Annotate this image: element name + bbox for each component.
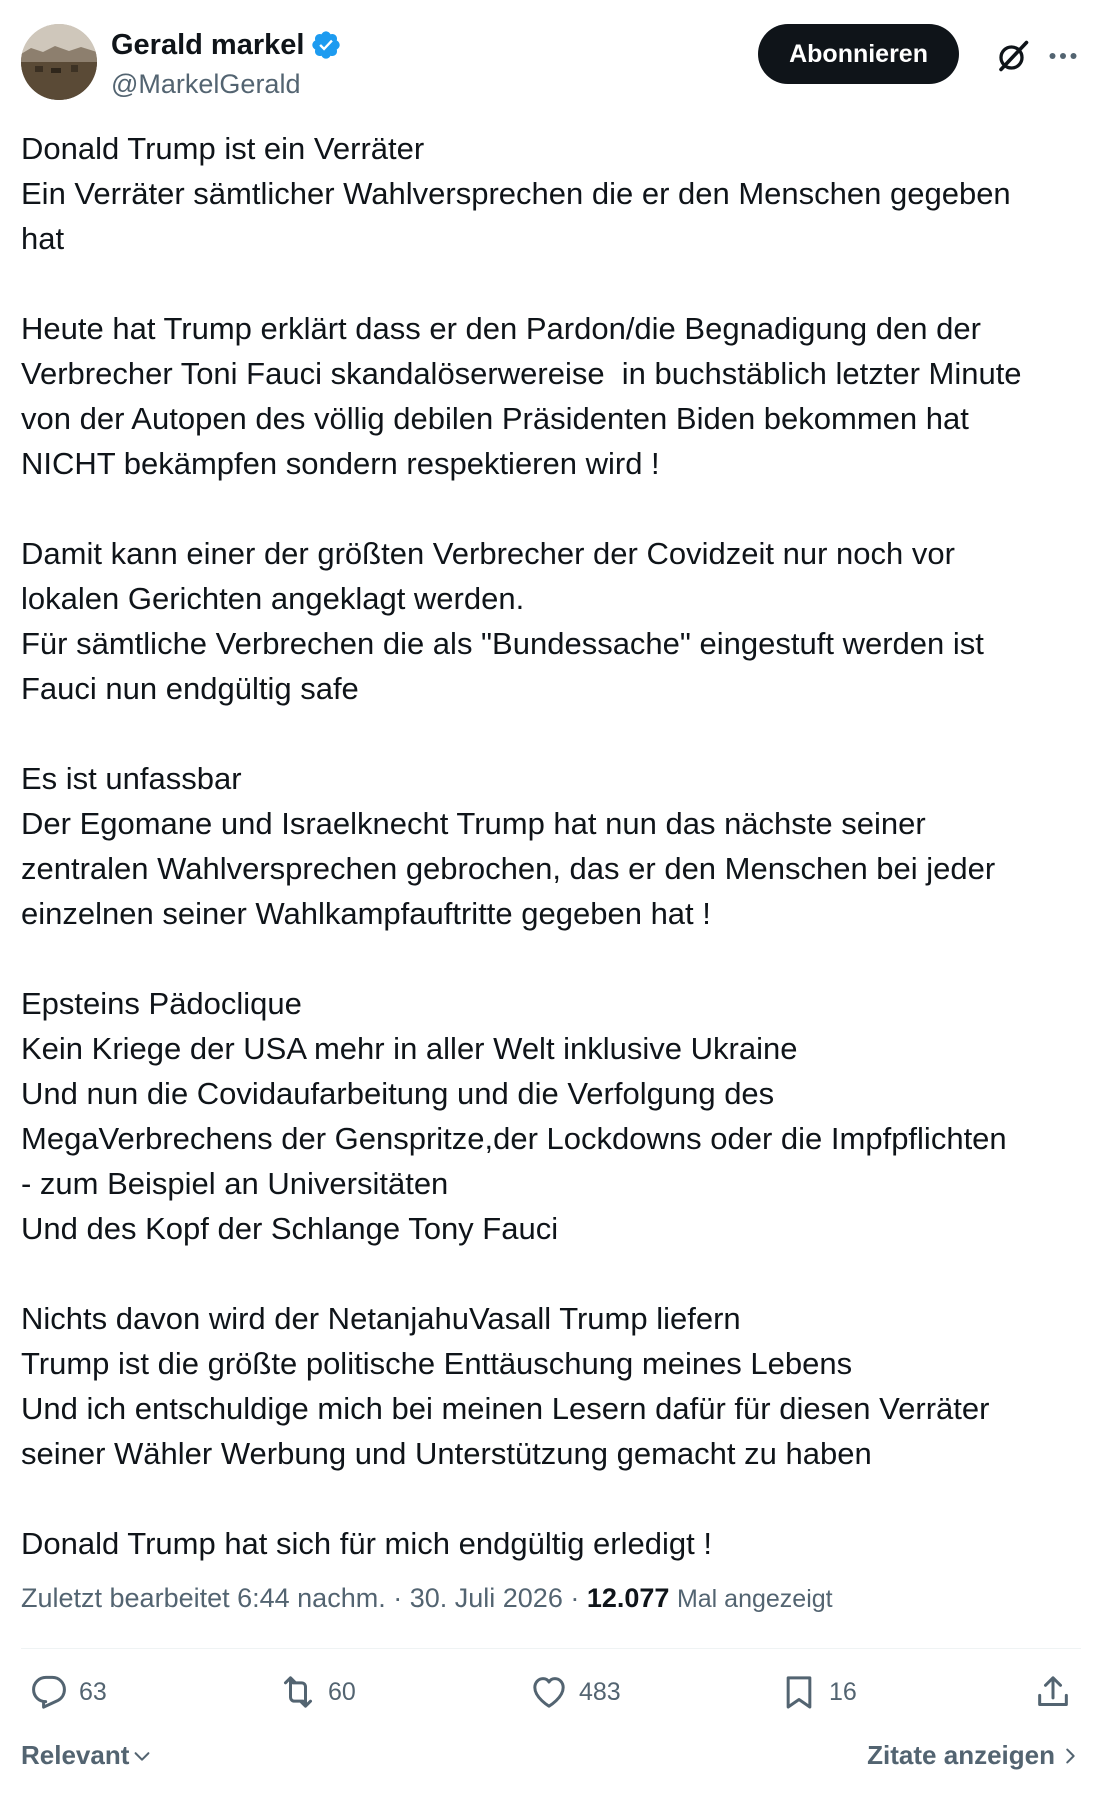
meta-separator: · (385, 1583, 410, 1613)
verified-badge-icon[interactable] (310, 29, 342, 61)
quotes-label: Zitate anzeigen (867, 1740, 1055, 1770)
meta-separator: · (562, 1583, 587, 1613)
tweet-text-line: seiner Wähler Werbung und Unterstützung gemacht zu haben (21, 1436, 872, 1471)
repost-count: 60 (328, 1677, 356, 1706)
grok-icon[interactable] (995, 38, 1031, 74)
blank-line (21, 1476, 1081, 1521)
tweet-text-line: Es ist unfassbar (21, 761, 242, 796)
blank-line (21, 486, 1081, 531)
tweet-text-line: Fauci nun endgültig safe (21, 671, 359, 706)
tweet-text-line: Heute hat Trump erklärt dass er den Pardon/die Begnadigung den der (21, 311, 981, 346)
bookmark-count: 16 (829, 1677, 857, 1706)
tweet-text-line: Ein Verräter sämtlicher Wahlversprechen die er den Menschen gegeben (21, 176, 1011, 211)
blank-line (21, 711, 1081, 756)
tweet-text-line: Für sämtliche Verbrechen die als "Bundessache" eingestuft werden ist (21, 626, 984, 661)
more-dots-icon[interactable] (1045, 38, 1081, 74)
tweet-text-line: von der Autopen des völlig debilen Präsidenten Biden bekommen hat (21, 401, 969, 436)
tweet-text-line: Und nun die Covidaufarbeitung und die Verfolgung des (21, 1076, 775, 1111)
handle[interactable]: @MarkelGerald (111, 69, 301, 99)
tweet-text-line: einzelnen seiner Wahlkampfauftritte gegeben hat ! (21, 896, 711, 931)
tweet-text-line: Trump ist die größte politische Enttäuschung meines Lebens (21, 1346, 853, 1381)
reply-footer (21, 1740, 1081, 1780)
sort-label: Relevant (21, 1740, 130, 1770)
name-row (111, 26, 342, 64)
view-quotes-link[interactable] (867, 1740, 1081, 1771)
tweet-text-line: Und des Kopf der Schlange Tony Fauci (21, 1211, 559, 1246)
bookmark-icon (779, 1672, 819, 1712)
reply-icon (29, 1672, 69, 1712)
display-name[interactable]: Gerald markel (111, 29, 305, 61)
tweet-header (21, 24, 1081, 104)
tweet-text-line: Und ich entschuldige mich bei meinen Lesern dafür für diesen Verräter (21, 1391, 990, 1426)
heart-icon (529, 1672, 569, 1712)
tweet-text (21, 126, 1081, 1566)
tweet-text-line: lokalen Gerichten angeklagt werden. (21, 581, 525, 616)
tweet-text-line: Epsteins Pädoclique (21, 986, 302, 1021)
tweet-text-line: - zum Beispiel an Universitäten (21, 1166, 449, 1201)
edited-timestamp[interactable]: Zuletzt bearbeitet 6:44 nachm. (21, 1583, 386, 1613)
blank-line (21, 261, 1081, 306)
repost-icon (278, 1672, 318, 1712)
reply-count: 63 (79, 1677, 107, 1706)
author-info (111, 26, 342, 102)
tweet-text-line: Damit kann einer der größten Verbrecher der Covidzeit nur noch vor (21, 536, 955, 571)
blank-line (21, 936, 1081, 981)
repost-button[interactable] (278, 1672, 356, 1712)
tweet-date[interactable]: 30. Juli 2026 (409, 1583, 563, 1613)
sort-dropdown[interactable] (21, 1740, 153, 1771)
share-icon (1033, 1672, 1073, 1712)
chevron-down-icon (131, 1745, 153, 1767)
avatar[interactable] (21, 24, 97, 100)
bookmark-button[interactable] (779, 1672, 857, 1712)
tweet-text-line: Kein Kriege der USA mehr in aller Welt inklusive Ukraine (21, 1031, 798, 1066)
divider (21, 1648, 1081, 1649)
subscribe-button[interactable]: Abonnieren (758, 24, 959, 84)
tweet-text-line: zentralen Wahlversprechen gebrochen, das er den Menschen bei jeder (21, 851, 996, 886)
blank-line (21, 1251, 1081, 1296)
tweet-text-line: Der Egomane und Israelknecht Trump hat nun das nächste seiner (21, 806, 926, 841)
action-bar (21, 1672, 1081, 1724)
tweet-text-line: Verbrecher Toni Fauci skandalöserwereise in buchstäblich letzter Minute (21, 356, 1022, 391)
tweet-text-line: Donald Trump hat sich für mich endgültig erledigt ! (21, 1526, 712, 1561)
tweet-text-line: hat (21, 221, 65, 256)
tweet-meta (21, 1580, 833, 1617)
reply-button[interactable] (29, 1672, 107, 1712)
tweet-text-line: Nichts davon wird der NetanjahuVasall Trump liefern (21, 1301, 741, 1336)
views-label: Mal angezeigt (676, 1585, 833, 1613)
tweet-text-line: Donald Trump ist ein Verräter (21, 131, 425, 166)
like-count: 483 (579, 1677, 621, 1706)
tweet-text-line: NICHT bekämpfen sondern respektieren wird ! (21, 446, 660, 481)
like-button[interactable] (529, 1672, 621, 1712)
share-button[interactable] (1033, 1672, 1073, 1712)
chevron-right-icon (1059, 1745, 1081, 1767)
views-count: 12.077 (586, 1583, 670, 1613)
tweet-text-line: MegaVerbrechens der Genspritze,der Lockdowns oder die Impfpflichten (21, 1121, 1007, 1156)
